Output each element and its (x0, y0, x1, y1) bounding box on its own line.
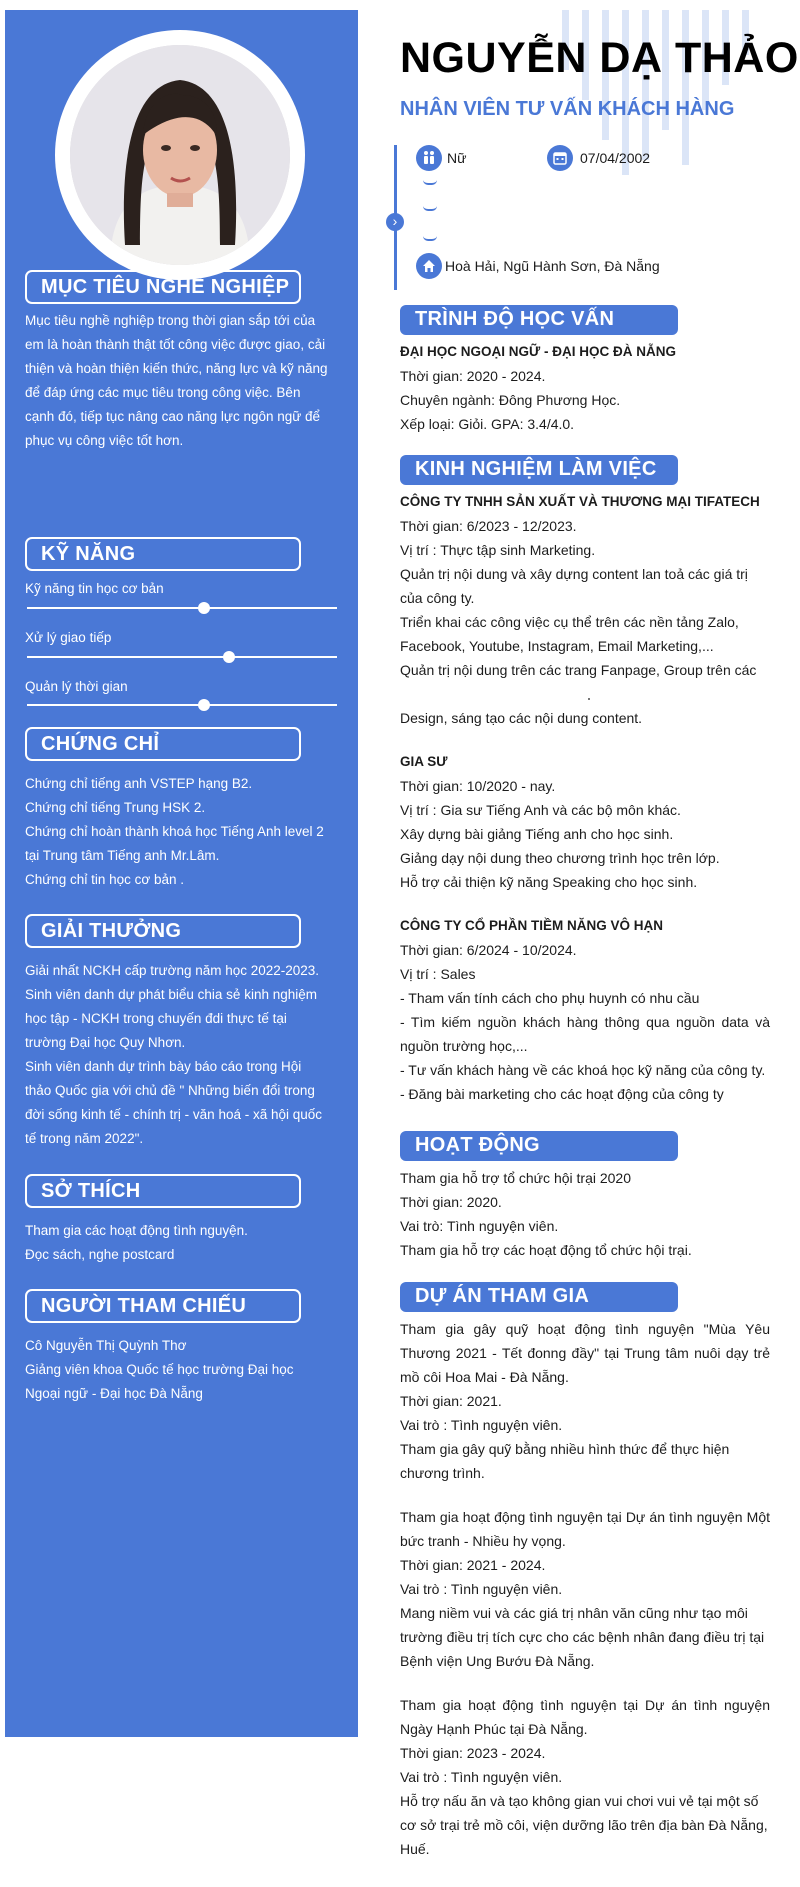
address-value: Hoà Hải, Ngũ Hành Sơn, Đà Nẵng (445, 258, 660, 274)
portrait-photo (70, 45, 290, 265)
job-line: Vị trí : Thực tập sinh Marketing. (400, 542, 596, 558)
hobbies-text (25, 1219, 345, 1267)
skill-bar (27, 704, 337, 706)
info-placeholder-dot (423, 180, 437, 185)
education-heading-box (400, 305, 678, 335)
skill-label: Quản lý thời gian (25, 679, 128, 694)
references-text (25, 1334, 345, 1406)
job-line: Facebook, Youtube, Instagram, Email Marketing,... (400, 638, 714, 654)
hobby-line: Đọc sách, nghe postcard (25, 1247, 175, 1262)
project-line: Vai trò : Tình nguyện viên. (400, 1581, 563, 1597)
award-line: Sinh viên danh dự phát biểu chia sẻ kinh nghiệm (25, 987, 317, 1002)
project-line: chương trình. (400, 1465, 485, 1481)
project-line: Vai trò : Tình nguyện viên. (400, 1417, 563, 1433)
school-name: ĐẠI HỌC NGOẠI NGỮ - ĐẠI HỌC ĐÀ NẴNG (400, 344, 676, 359)
references-heading-box (25, 1289, 301, 1323)
job-line (400, 682, 770, 706)
objective-text (25, 309, 345, 453)
skill-level-knob (198, 602, 210, 614)
education-line: Chuyên ngành: Đông Phương Học. (400, 392, 621, 408)
certificates-text (25, 772, 345, 892)
job-line: Giảng dạy nội dung theo chương trình học trên lớp. (400, 850, 720, 866)
certificate-line: tại Trung tâm Tiếng anh Mr.Lâm. (25, 848, 220, 863)
certificate-line: Chứng chỉ tiếng anh VSTEP hạng B2. (25, 776, 253, 791)
activities-section (400, 1166, 770, 1262)
job-line: - Đăng bài marketing cho các hoạt động của công ty (400, 1086, 724, 1102)
hobbies-heading: SỞ THÍCH (41, 1180, 141, 1202)
job-line: - Tư vấn khách hàng về các khoá học kỹ năng của công ty. (400, 1062, 766, 1078)
job-line: Thời gian: 6/2024 - 10/2024. (400, 942, 577, 958)
certificate-line: Chứng chỉ tiếng Trung HSK 2. (25, 800, 206, 815)
hobbies-heading-box (25, 1174, 301, 1208)
project-title: Tham gia hoạt động tình nguyện tại Dự án tình nguyện Một bức tranh - Nhiều hy vọng. (400, 1509, 770, 1549)
company-name: CÔNG TY TNHH SẢN XUẤT VÀ THƯƠNG MẠI TIFATECH (400, 494, 760, 509)
avatar-frame (55, 30, 305, 280)
objective-line: thiện và hoàn thiện kiến thức, năng lực và kỹ năng (25, 361, 328, 376)
sidebar (5, 10, 358, 1737)
awards-heading-box (25, 914, 301, 948)
skills-heading: KỸ NĂNG (41, 543, 136, 565)
award-line: học tập - NCKH trong chuyến đdi thực tế tại (25, 1011, 287, 1026)
projects-heading-box (400, 1282, 678, 1312)
skills-heading-box (25, 537, 301, 571)
hobby-line: Tham gia các hoạt động tình nguyện. (25, 1223, 248, 1238)
home-icon (416, 253, 442, 279)
award-line: trường Đại học Quy Nhơn. (25, 1035, 186, 1050)
activity-line: Thời gian: 2020. (400, 1194, 502, 1210)
job-line: Hỗ trợ cải thiện kỹ năng Speaking cho học sinh. (400, 874, 698, 890)
job-line: Triển khai các công việc cụ thể trên các nền tảng Zalo, (400, 614, 739, 630)
activities-heading: HOẠT ĐỘNG (415, 1134, 540, 1156)
calendar-icon (547, 145, 573, 171)
info-placeholder-dot (423, 236, 437, 241)
award-line: thảo Quốc gia với chủ đề " Những biến đổi trong (25, 1083, 315, 1098)
projects-section (400, 1317, 770, 1861)
experience-heading: KINH NGHIỆM LÀM VIỆC (415, 458, 657, 480)
job-line: của công ty. (400, 590, 475, 606)
skill-level-knob (198, 699, 210, 711)
awards-text (25, 959, 345, 1151)
skill-label: Kỹ năng tin học cơ bản (25, 581, 164, 596)
stray-mark (588, 698, 590, 700)
certificates-heading: CHỨNG CHỈ (41, 733, 160, 755)
activities-heading-box (400, 1131, 678, 1161)
project-title: Tham gia hoạt động tình nguyện tại Dự án tình nguyện Ngày Hạnh Phúc tại Đà Nẵng. (400, 1697, 770, 1737)
job-line: Vị trí : Gia sư Tiếng Anh và các bộ môn khác. (400, 802, 681, 818)
objective-heading-box (25, 270, 301, 304)
objective-line: để đáp ứng các mục tiêu trong công việc. Bên (25, 385, 301, 400)
project-line: Mang niềm vui và các giá trị nhân văn cũng như tạo môi (400, 1605, 748, 1621)
job-line: Vị trí : Sales (400, 966, 476, 982)
education-section (400, 340, 770, 436)
project-title: Tham gia gây quỹ hoạt động tình nguyện "Mùa Yêu Thương 2021 - Tết đonng đầy" tại Trung tâm nuôi dạy trẻ mồ côi Hoa Mai - Đà Nẵng. (400, 1321, 770, 1385)
job-line: Quản trị nội dung trên các trang Fanpage, Group trên các (400, 662, 757, 678)
reference-line: Ngoại ngữ - Đại học Đà Nẵng (25, 1386, 203, 1401)
project-line: Hỗ trợ nấu ăn và tạo không gian vui chơi vui vẻ tại một số (400, 1793, 759, 1809)
skill-bar (27, 656, 337, 658)
project-line: Huế. (400, 1841, 430, 1857)
dob-value: 07/04/2002 (580, 150, 651, 166)
certificate-line: Chứng chỉ hoàn thành khoá học Tiếng Anh level 2 (25, 824, 324, 839)
project-line: Thời gian: 2021 - 2024. (400, 1557, 546, 1573)
company-name: CÔNG TY CỔ PHẦN TIỀM NĂNG VÔ HẠN (400, 918, 664, 933)
job-line: Thời gian: 6/2023 - 12/2023. (400, 518, 577, 534)
certificate-line: Chứng chỉ tin học cơ bản . (25, 872, 184, 887)
education-line: Thời gian: 2020 - 2024. (400, 368, 546, 384)
objective-line: phục vụ công việc tốt hơn. (25, 433, 184, 448)
award-line: Giải nhất NCKH cấp trường năm học 2022-2023. (25, 963, 320, 978)
award-line: tế trong năm 2022". (25, 1131, 144, 1146)
job-line: Design, sáng tạo các nội dung content. (400, 710, 643, 726)
awards-heading: GIẢI THƯỞNG (41, 920, 182, 942)
skill-level-knob (223, 651, 235, 663)
projects-heading: DỰ ÁN THAM GIA (415, 1285, 590, 1307)
job-line: Xây dựng bài giảng Tiếng anh cho học sinh. (400, 826, 674, 842)
skill-label: Xử lý giao tiếp (25, 630, 112, 645)
gender-icon (416, 145, 442, 171)
objective-line: em là hoàn thành thật tốt công việc được giao, cải (25, 337, 326, 352)
gender-value: Nữ (447, 150, 467, 166)
reference-line: Cô Nguyễn Thị Quỳnh Thơ (25, 1338, 187, 1353)
skill-bar (27, 607, 337, 609)
job-line: Thời gian: 10/2020 - nay. (400, 778, 556, 794)
project-line: Bệnh viện Ung Bướu Đà Nẵng. (400, 1653, 595, 1669)
project-line: Thời gian: 2023 - 2024. (400, 1745, 546, 1761)
award-line: Sinh viên danh dự trình bày báo cáo trong Hội (25, 1059, 302, 1074)
experience-section (400, 490, 770, 1106)
activity-line: Tham gia hỗ trợ tổ chức hội trại 2020 (400, 1170, 631, 1186)
project-line: cơ sở trại trẻ mồ côi, viện dưỡng lão trên địa bàn Đà Nẵng, (400, 1817, 768, 1833)
reference-line: Giảng viên khoa Quốc tế học trường Đại học (25, 1362, 294, 1377)
info-placeholder-dot (423, 206, 437, 211)
company-name: GIA SƯ (400, 754, 448, 769)
experience-heading-box (400, 455, 678, 485)
objective-line: cạnh đó, tiếp tục nâng cao năng lực ngôn ngữ để (25, 409, 321, 424)
job-line: - Tham vấn tính cách cho phụ huynh có nhu cầu (400, 990, 700, 1006)
activity-line: Vai trò: Tình nguyện viên. (400, 1218, 559, 1234)
job-line: - Tìm kiếm nguồn khách hàng thông qua nguồn data và nguồn trường học,... (400, 1014, 770, 1054)
award-line: đời sống kinh tế - chính trị - văn hoá - xã hội quốc (25, 1107, 323, 1122)
objective-line: Mục tiêu nghề nghiệp trong thời gian sắp tới của (25, 313, 316, 328)
project-line: Vai trò : Tình nguyện viên. (400, 1769, 563, 1785)
certificates-heading-box (25, 727, 301, 761)
objective-heading: MỤC TIÊU NGHỀ NGHIỆP (41, 276, 290, 298)
project-line: trường điều trị tích cực cho các bệnh nhân đang điều trị tại (400, 1629, 765, 1645)
job-line: Quản trị nội dung và xây dựng content lan toả các giá trị (400, 566, 748, 582)
project-line: Tham gia gây quỹ bằng nhiều hình thức để thực hiện (400, 1441, 730, 1457)
avatar (70, 45, 290, 265)
education-line: Xếp loại: Giỏi. GPA: 3.4/4.0. (400, 416, 575, 432)
activity-line: Tham gia hỗ trợ các hoạt động tổ chức hội trại. (400, 1242, 692, 1258)
job-title: NHÂN VIÊN TƯ VẤN KHÁCH HÀNG (400, 98, 735, 120)
references-heading: NGƯỜI THAM CHIẾU (41, 1295, 247, 1317)
candidate-name: NGUYỄN DẠ THẢO (400, 34, 799, 82)
project-line: Thời gian: 2021. (400, 1393, 502, 1409)
education-heading: TRÌNH ĐỘ HỌC VẤN (415, 308, 615, 330)
chevron-right-icon[interactable]: › (386, 213, 404, 231)
